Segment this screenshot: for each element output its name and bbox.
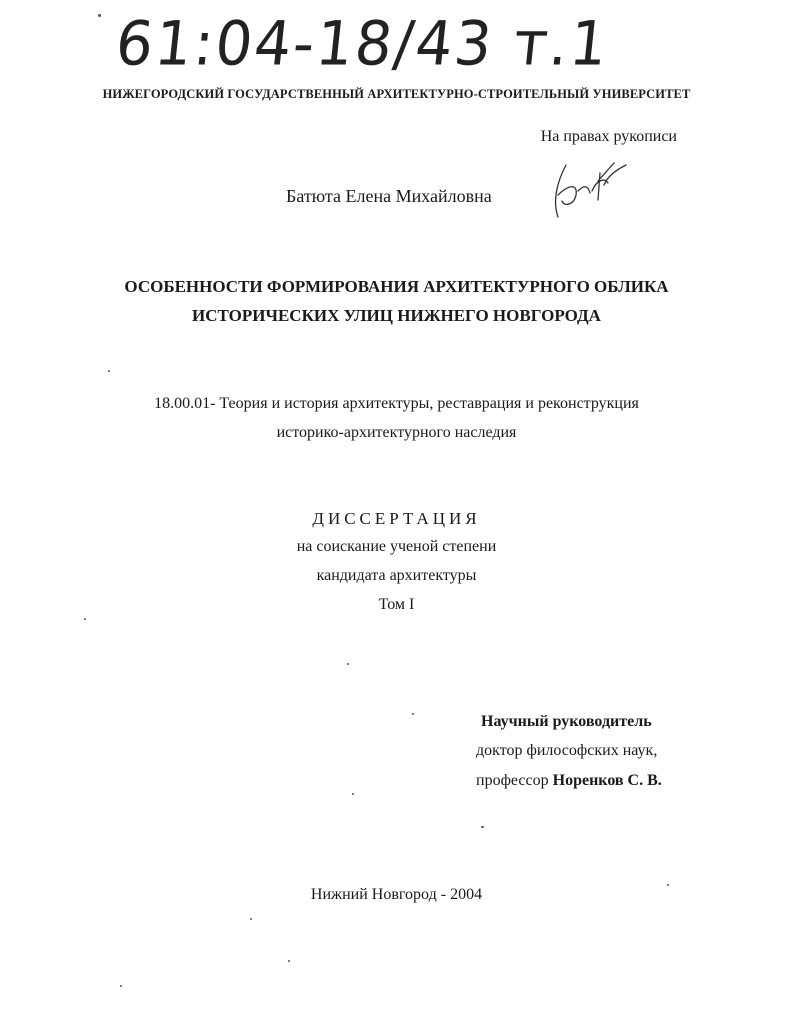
city-year: Нижний Новгород - 2004	[310, 886, 483, 903]
scan-speck	[250, 918, 252, 920]
scan-speck	[481, 826, 484, 828]
specialty-line-1: 18.00.01- Теория и история архитектуры, реставрация и реконструкция	[154, 395, 639, 412]
supervisor-title-line	[476, 772, 662, 790]
volume-label: Том I	[378, 596, 415, 613]
scan-speck	[108, 370, 110, 372]
author-signature	[548, 155, 628, 225]
dissertation-heading: ДИССЕРТАЦИЯ	[312, 509, 481, 528]
university-name: НИЖЕГОРОДСКИЙ ГОСУДАРСТВЕННЫЙ АРХИТЕКТУРНО-СТРОИТЕЛЬНЫЙ УНИВЕРСИТЕТ	[102, 87, 691, 101]
supervisor-degree: доктор философских наук,	[476, 742, 658, 759]
scan-speck	[352, 793, 354, 795]
supervisor-name: Норенков С. В.	[552, 772, 662, 789]
scan-speck	[120, 985, 122, 987]
supervisor-label: Научный руководитель	[481, 713, 652, 730]
scan-speck	[288, 960, 290, 962]
scan-speck	[98, 14, 101, 17]
degree-line-1: на соискание ученой степени	[296, 538, 497, 555]
scan-speck	[347, 663, 349, 665]
specialty-line-2: историко-архитектурного наследия	[276, 424, 517, 441]
title-line-1: ОСОБЕННОСТИ ФОРМИРОВАНИЯ АРХИТЕКТУРНОГО ОБЛИКА	[124, 277, 669, 296]
rights-note: На правах рукописи	[540, 128, 677, 145]
supervisor-title: профессор	[476, 772, 549, 789]
scan-speck	[412, 713, 414, 715]
title-line-2: ИСТОРИЧЕСКИХ УЛИЦ НИЖНЕГО НОВГОРОДА	[192, 306, 601, 325]
author-name: Батюта Елена Михайловна	[286, 186, 492, 206]
scan-speck	[84, 618, 86, 620]
scan-speck	[667, 884, 669, 886]
degree-line-2: кандидата архитектуры	[316, 567, 477, 584]
archive-handwritten-mark: 61:04-18/43 т.1	[112, 8, 613, 80]
